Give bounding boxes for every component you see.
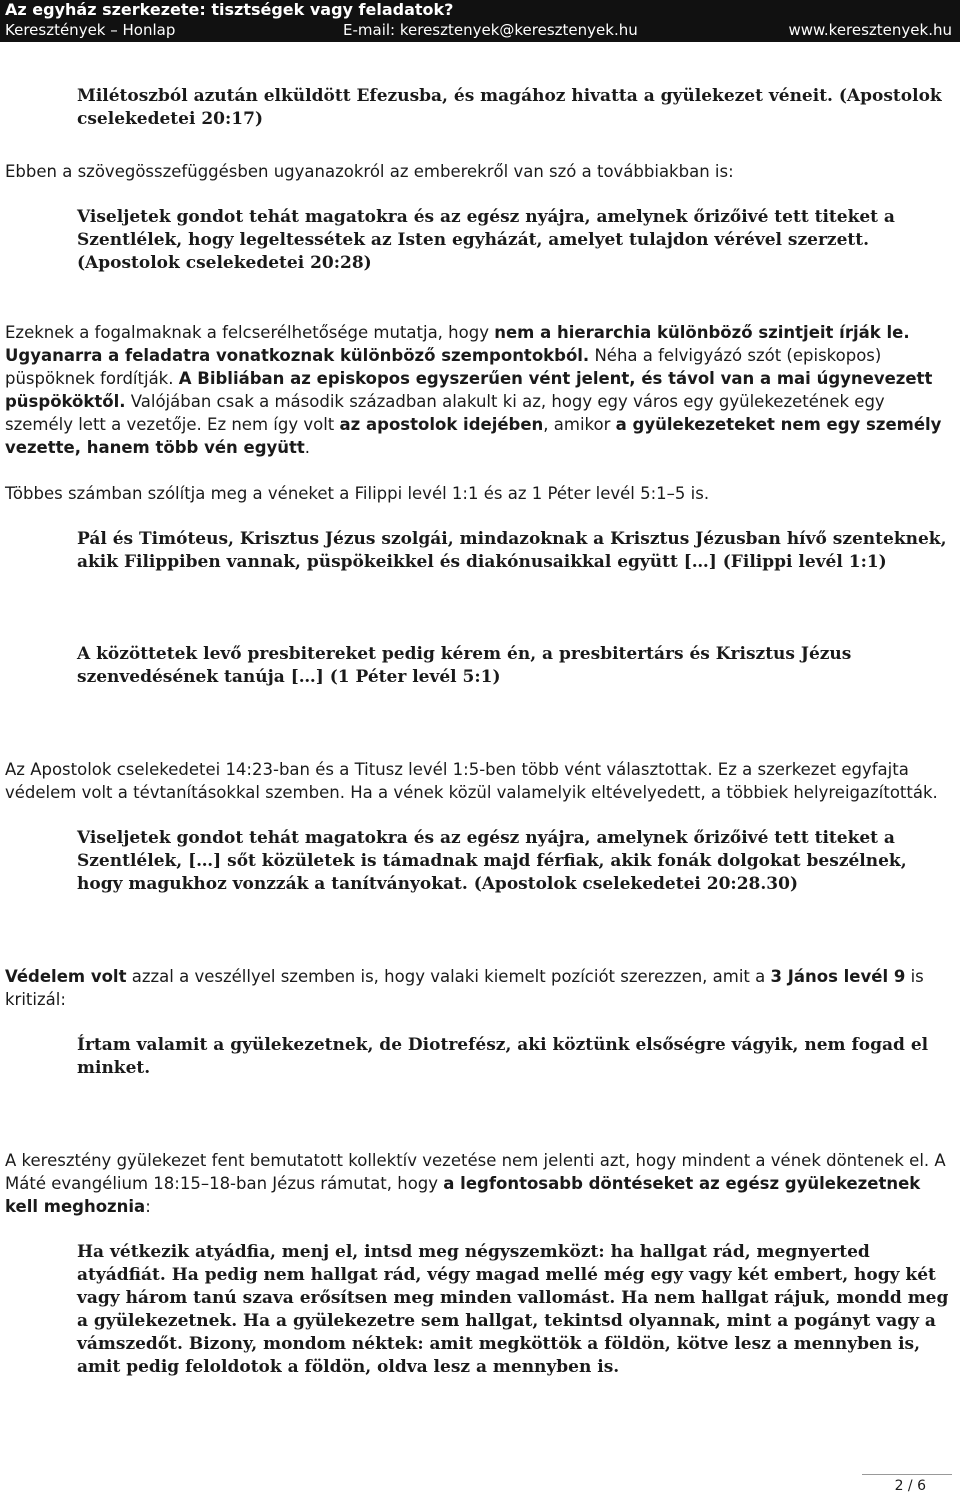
emphasized-text: Viseljetek gondot tehát magatokra és az egész nyájra, amelynek őrizőivé tett titeket a Szentlélek, hogy legeltessétek az Isten egyházát, amelyet tulajdon vérével szerzett. (Apostolok cselekedetei 20:28) bbox=[77, 207, 895, 273]
text-segment: Az Apostolok cselekedetei 14:23-ban és a Titusz levél 1:5-ben több vént választottak. Ez a szerkezet egyfajta védelem volt a tévtanításokkal szemben. Ha a vének közül valamelyik eltévelyedett, a többiek helyreigazították. bbox=[5, 760, 938, 802]
emphasized-text: Ha vétkezik atyádfia, menj el, intsd meg négyszemközt: ha hallgat rád, megnyerted atyádfiát. Ha pedig nem hallgat rád, végy magad mellé még egy vagy két embert, hogy két vagy három tanú szava erősítsen meg minden vallomást. Ha nem hallgat rájuk, mondd meg a gyülekezetnek. Ha a gyülekezetre sem hallgat, tekintsd olyannak, mint a pogányt vagy a vámszedőt. Bizony, mondom néktek: amit megköttök a földön, kötve lesz a mennyben is, amit pedig feloldotok a földön, oldva lesz a mennyben is. bbox=[77, 1242, 949, 1377]
emphasized-text: Viseljetek gondot tehát magatokra és az egész nyájra, amelynek őrizőivé tett titeket a Szentlélek, […] sőt közületek is támadnak majd férfiak, akik fonák dolgokat beszélnek, hogy magukhoz vonzzák a tanítványokat. (Apostolok cselekedetei 20:28.30) bbox=[77, 828, 907, 894]
email-link[interactable]: E-mail: keresztenyek@keresztenyek.hu bbox=[343, 21, 638, 39]
text-segment: . bbox=[304, 438, 311, 457]
footer-divider bbox=[862, 1474, 952, 1475]
bible-quote bbox=[77, 206, 951, 275]
bible-quote bbox=[77, 85, 951, 131]
body-paragraph bbox=[5, 1149, 951, 1218]
body-paragraph bbox=[5, 965, 951, 1011]
page-header bbox=[0, 0, 960, 42]
text-segment: Néha a felvigyázó szót (episkopos) püspöknek fordítják. bbox=[5, 346, 882, 388]
document-title: Az egyház szerkezete: tisztségek vagy feladatok? bbox=[5, 0, 454, 19]
bible-quote bbox=[77, 827, 951, 896]
emphasized-text: Védelem volt bbox=[5, 967, 127, 986]
document-body bbox=[5, 85, 951, 1379]
body-paragraph bbox=[5, 160, 951, 183]
emphasized-text: a legfontosabb döntéseket az egész gyülekezetnek kell meghoznia bbox=[5, 1174, 921, 1216]
emphasized-text: A Bibliában az episkopos egyszerűen vént jelent, és távol van a mai úgynevezett püspököktől. bbox=[5, 369, 933, 411]
text-segment: is kritizál: bbox=[5, 967, 924, 1009]
body-paragraph bbox=[5, 321, 951, 459]
emphasized-text: Írtam valamit a gyülekezetnek, de Diotrefész, aki köztünk elsőségre vágyik, nem fogad el minket. bbox=[77, 1035, 929, 1078]
text-segment: Többes számban szólítja meg a véneket a Filippi levél 1:1 és az 1 Péter levél 5:1–5 is. bbox=[5, 484, 710, 503]
bible-quote bbox=[77, 1034, 951, 1080]
body-paragraph bbox=[5, 758, 951, 804]
emphasized-text: A közöttetek levő presbitereket pedig kérem én, a presbitertárs és Krisztus Jézus szenvedésének tanúja […] (1 Péter levél 5:1) bbox=[77, 644, 852, 687]
text-segment: Ebben a szövegösszefüggésben ugyanazokról az emberekről van szó a továbbiakban is: bbox=[5, 162, 734, 181]
text-segment: : bbox=[145, 1197, 151, 1216]
emphasized-text: nem a hierarchia különböző szintjeit írják le. Ugyanarra a feladatra vonatkoznak különböző szempontokból. bbox=[5, 323, 910, 365]
page-number: 2 / 6 bbox=[894, 1478, 926, 1494]
emphasized-text: a gyülekezeteket nem egy személy vezette, hanem több vén együtt bbox=[5, 415, 942, 457]
website-link[interactable]: www.keresztenyek.hu bbox=[788, 21, 952, 39]
body-paragraph bbox=[5, 482, 951, 505]
text-segment: Valójában csak a második században alakult ki az, hogy egy város egy gyülekezetének egy személy lett a vezetője. Ez nem így volt bbox=[5, 392, 885, 434]
emphasized-text: az apostolok idejében bbox=[339, 415, 544, 434]
text-segment: azzal a veszéllyel szemben is, hogy valaki kiemelt pozíciót szerezzen, amit a bbox=[126, 967, 771, 986]
bible-quote bbox=[77, 1241, 951, 1379]
bible-quote bbox=[77, 528, 951, 574]
text-segment: Ezeknek a fogalmaknak a felcserélhetősége mutatja, hogy bbox=[5, 323, 495, 342]
bible-quote bbox=[77, 643, 951, 689]
home-link[interactable]: Keresztények – Honlap bbox=[5, 21, 176, 39]
emphasized-text: Milétoszból azután elküldött Efezusba, és magához hivatta a gyülekezet véneit. (Apostolok cselekedetei 20:17) bbox=[77, 86, 942, 129]
emphasized-text: Pál és Timóteus, Krisztus Jézus szolgái, mindazoknak a Krisztus Jézusban hívő szenteknek, akik Filippiben vannak, püspökeikkel és diakónusaikkal együtt […] (Filippi levél 1:1) bbox=[77, 529, 947, 572]
text-segment: A keresztény gyülekezet fent bemutatott kollektív vezetése nem jelenti azt, hogy mindent a vének döntenek el. A Máté evangélium 18:15–18-ban Jézus rámutat, hogy bbox=[5, 1151, 946, 1193]
emphasized-text: 3 János levél 9 bbox=[770, 967, 906, 986]
text-segment: , amikor bbox=[543, 415, 616, 434]
